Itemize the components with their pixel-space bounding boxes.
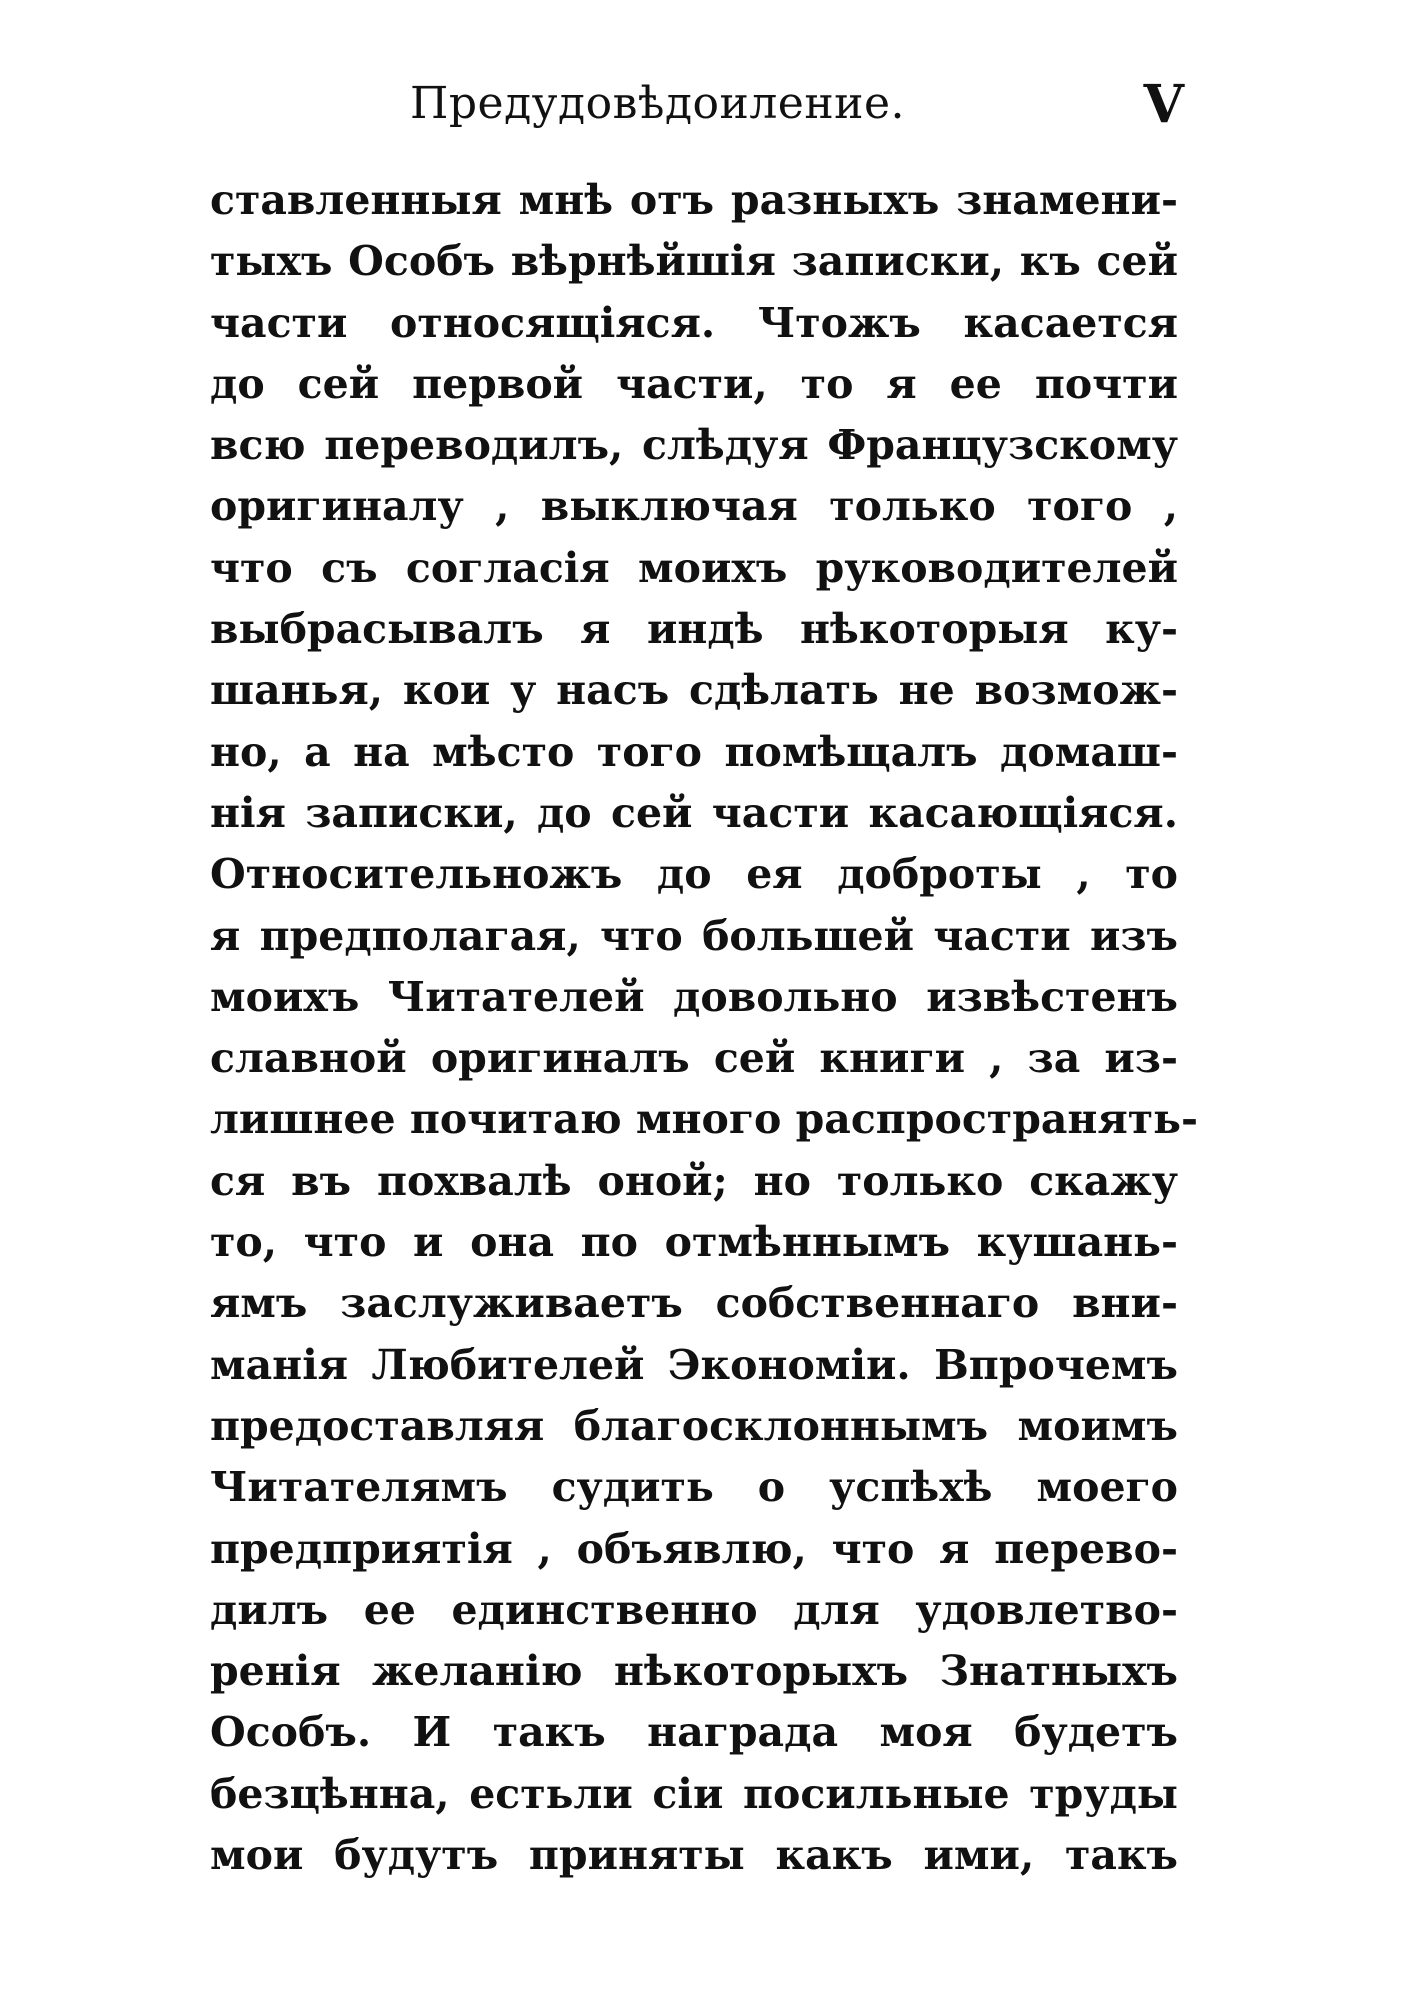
text-line-25: ренiя желанiю нѣкоторыхъ Знатныхъ	[210, 1647, 1178, 1696]
body-text	[210, 170, 1198, 1886]
page-number: V	[1143, 74, 1184, 135]
text-line-17: ся въ похвалѣ оной; но только скажу	[210, 1156, 1178, 1205]
running-title: Предудовѣдоилениe.	[410, 78, 906, 129]
text-line-10: но, а на мѣсто того помѣщалъ домаш-	[210, 727, 1178, 776]
text-line-27: безцѣнна, естьли сiи посильные труды	[210, 1769, 1178, 1818]
text-line-21: предоставляя благосклоннымъ моимъ	[210, 1401, 1178, 1450]
text-line-14: моихъ Читателей довольно извѣстенъ	[210, 972, 1178, 1021]
text-line-9: шанья, кои у насъ сдѣлать не возмож-	[210, 666, 1178, 715]
text-line-8: выбрасывалъ я индѣ нѣкоторыя ку-	[210, 605, 1178, 654]
text-line-1: ставленныя мнѣ отъ разныхъ знамени-	[210, 176, 1178, 224]
text-line-19: ямъ заслуживаетъ собственнаго вни-	[210, 1279, 1178, 1328]
text-line-18: то, что и она по отмѣннымъ кушань-	[210, 1218, 1178, 1267]
text-line-2: тыхъ Особъ вѣрнѣйшiя записки, къ сей	[210, 237, 1178, 286]
text-line-23: предприятiя , объявлю, что я перево-	[210, 1524, 1178, 1573]
text-line-20: манiя Любителей Экономiи. Впрочемъ	[210, 1340, 1178, 1389]
text-line-13: я предполагая, что большей части изъ	[210, 911, 1178, 960]
text-line-15: славной оригиналъ сей книги , за из-	[210, 1034, 1178, 1083]
text-line-24: дилъ ее единственно для удовлетво-	[210, 1585, 1178, 1634]
text-line-5: всю переводилъ, слѣдуя Французскому	[210, 421, 1178, 470]
text-line-3: части относящiяся. Чтожъ касается	[210, 298, 1178, 347]
text-line-22: Читателямъ судить о успѣхѣ моего	[210, 1463, 1178, 1512]
text-line-12: Относительножъ до ея доброты , то	[210, 850, 1178, 899]
running-head	[210, 74, 1184, 148]
text-line-7: что съ согласiя моихъ руководителей	[210, 543, 1178, 592]
text-line-26: Особъ. И такъ награда моя будетъ	[210, 1708, 1178, 1757]
text-line-28: мои будутъ приняты какъ ими, такъ	[210, 1831, 1178, 1880]
text-line-16: лишнее почитаю много распространять-	[210, 1095, 1198, 1144]
text-line-4: до сей первой части, то я ее почти	[210, 359, 1178, 408]
text-line-6: оригиналу , выключая только того ,	[210, 482, 1178, 531]
text-line-11: нiя записки, до сей части касающiяся.	[210, 788, 1178, 837]
